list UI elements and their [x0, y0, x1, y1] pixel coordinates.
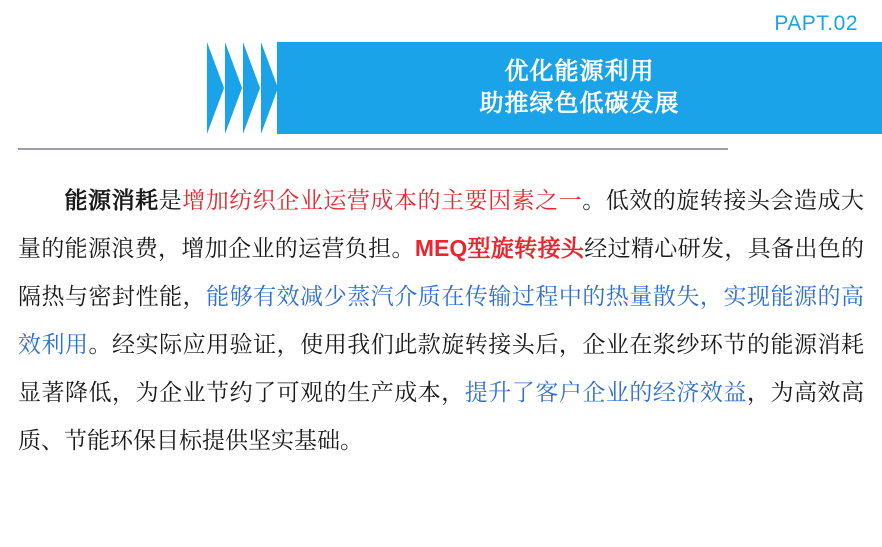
text-run: 。经实际应用验证，使用我们此款旋转接头后，企业在浆纱环节的能源消耗显著降低，为企业节约了可观的生产成本， [18, 331, 865, 405]
section-header [205, 42, 882, 134]
header-title-line-2: 助推绿色低碳发展 [479, 90, 680, 117]
chevron-right-icon [261, 42, 278, 134]
text-run: 提升了客户企业的经济效益 [464, 379, 747, 405]
text-run: 能够有效减少蒸汽介质在传输过程中的热量散失，实现能源的高效利用 [18, 283, 865, 357]
text-run: ，为高效高质、节能环保目标提供坚实基础。 [18, 379, 865, 453]
page-tag: PAPT.02 [774, 12, 858, 35]
body-paragraph [18, 176, 864, 464]
text-run: 经过精心研发，具备出色的隔热与密封性能， [18, 235, 865, 309]
text-run: MEQ型旋转接头 [414, 235, 585, 261]
header-title-line-1: 优化能源利用 [504, 57, 655, 85]
chevron-right-icon [243, 42, 260, 134]
header-title-bar [277, 42, 882, 134]
text-run: 。低效的旋转接头会造成大量的能源浪费，增加企业的运营负担。 [18, 187, 865, 261]
chevron-right-icon [207, 42, 224, 134]
horizontal-divider [18, 148, 728, 150]
text-run: 是 [158, 187, 183, 213]
chevron-group-icon [205, 42, 277, 134]
text-run: 能源消耗 [64, 187, 159, 213]
paragraph-runs [18, 187, 864, 453]
chevron-right-icon [225, 42, 242, 134]
text-run: 增加纺织企业运营成本的主要因素之一 [182, 187, 583, 213]
